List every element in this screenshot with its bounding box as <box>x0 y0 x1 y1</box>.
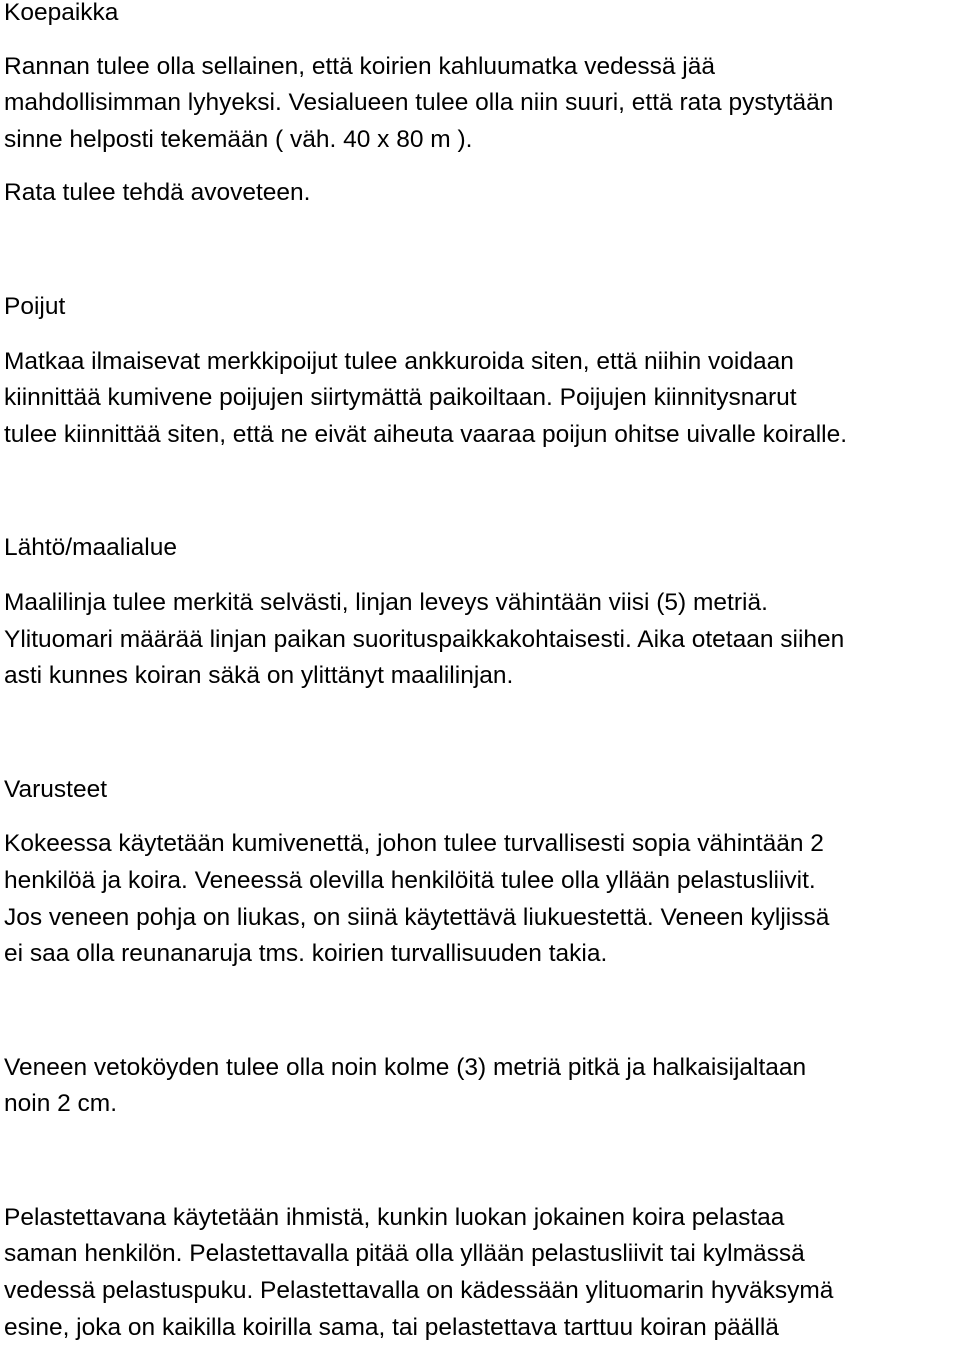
text-line: Rata tulee tehdä avoveteen. <box>4 179 311 207</box>
heading-text: Koepaikka <box>4 0 119 26</box>
text-line: Matkaa ilmaisevat merkkipoijut tulee ankkuroida siten, että niihin voidaan <box>4 347 794 375</box>
text-line: noin 2 cm. <box>4 1090 118 1118</box>
text-line: sinne helposti tekemään ( väh. 40 x 80 m ). <box>4 125 473 153</box>
paragraph-koepaikka-1 <box>4 49 956 159</box>
paragraph-koepaikka-2 <box>4 175 956 212</box>
paragraph-varusteet-2 <box>4 1050 956 1123</box>
text-line: Maalilinja tulee merkitä selvästi, linjan leveys vähintään viisi (5) metriä. <box>4 588 768 616</box>
text-line: henkilöä ja koira. Veneessä olevilla henkilöitä tulee olla yllään pelastusliivit. <box>4 866 816 894</box>
text-line: Kokeessa käytetään kumivenettä, johon tulee turvallisesti sopia vähintään 2 <box>4 830 824 858</box>
section-heading-poijut <box>4 289 956 326</box>
text-line: asti kunnes koiran säkä on ylittänyt maalilinjan. <box>4 662 514 690</box>
text-line: ei saa olla reunanaruja tms. koirien turvallisuuden takia. <box>4 940 608 968</box>
text-line: Ylituomari määrää linjan paikan suorituspaikkakohtaisesti. Aika otetaan siihen <box>4 625 845 653</box>
text-line: esine, joka on kaikilla koirilla sama, tai pelastettava tarttuu koiran päällä <box>4 1313 779 1341</box>
text-line: Veneen vetoköyden tulee olla noin kolme (3) metriä pitkä ja halkaisijaltaan <box>4 1053 807 1081</box>
document-page <box>4 0 956 1346</box>
paragraph-poijut-1 <box>4 344 956 454</box>
section-heading-lahto-maalialue <box>4 530 956 567</box>
text-line: tulee kiinnittää siten, että ne eivät aiheuta vaaraa poijun ohitse uivalle koiralle. <box>4 420 848 448</box>
paragraph-varusteet-1 <box>4 826 956 972</box>
text-line: Pelastettavana käytetään ihmistä, kunkin luokan jokainen koira pelastaa <box>4 1203 785 1231</box>
text-line: saman henkilön. Pelastettavalla pitää olla yllään pelastusliivit tai kylmässä <box>4 1240 805 1268</box>
heading-text: Lähtö/maalialue <box>4 534 177 562</box>
heading-text: Varusteet <box>4 775 108 803</box>
paragraph-lahto-maalialue-1 <box>4 585 956 695</box>
text-line: Jos veneen pohja on liukas, on siinä käytettävä liukuestettä. Veneen kyljissä <box>4 903 830 931</box>
section-heading-varusteet <box>4 772 956 809</box>
section-heading-koepaikka <box>4 0 956 32</box>
text-line: Rannan tulee olla sellainen, että koirien kahluumatka vedessä jää <box>4 52 715 80</box>
text-line: mahdollisimman lyhyeksi. Vesialueen tulee olla niin suuri, että rata pystytään <box>4 89 834 117</box>
paragraph-varusteet-3 <box>4 1200 956 1346</box>
heading-text: Poijut <box>4 292 66 320</box>
text-line: kiinnittää kumivene poijujen siirtymättä paikoiltaan. Poijujen kiinnitysnarut <box>4 384 797 412</box>
text-line: vedessä pelastuspuku. Pelastettavalla on kädessään ylituomarin hyväksymä <box>4 1277 834 1305</box>
